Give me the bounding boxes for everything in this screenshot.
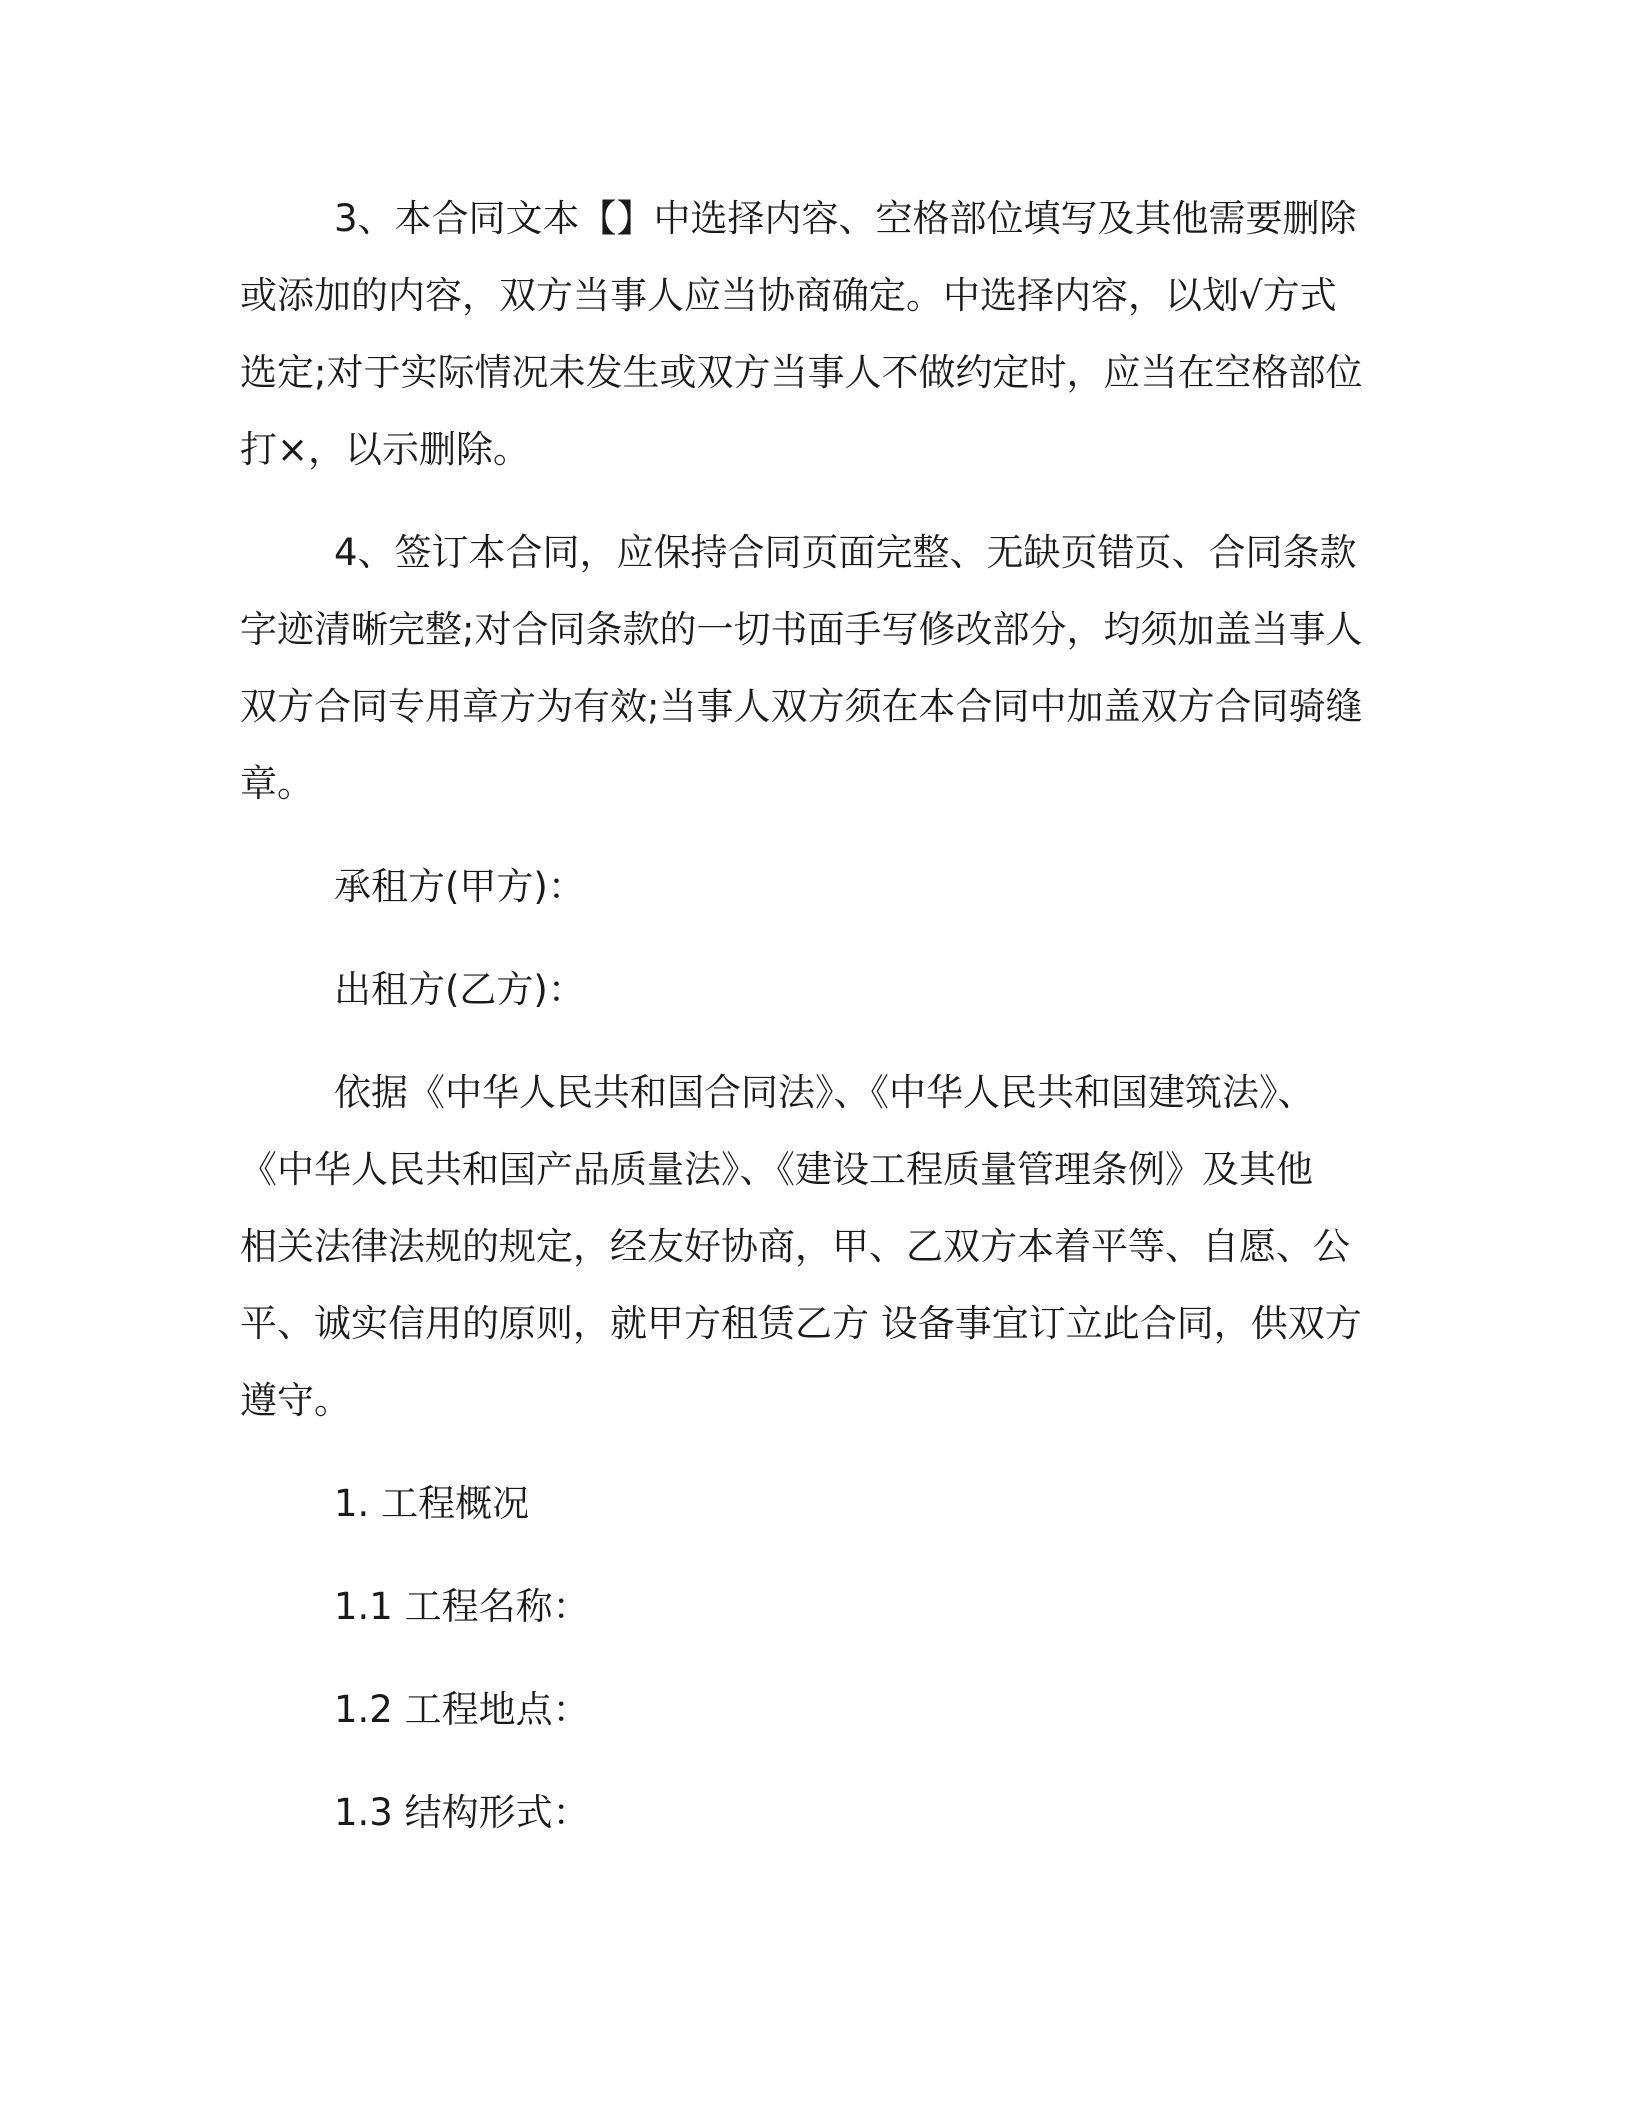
paragraph-line: 3、本合同文本【】中选择内容、空格部位填写及其他需要删除	[334, 197, 1357, 240]
lessor-label: 出租方(乙方)：	[334, 968, 585, 1011]
paragraph-line: 字迹清晰完整;对合同条款的一切书面手写修改部分，均须加盖当事人	[240, 608, 1363, 651]
document-page	[240, 180, 1380, 1877]
section-heading-project-overview: 1. 工程概况	[334, 1482, 530, 1525]
paragraph-line: 或添加的内容，双方当事人应当协商确定。中选择内容，以划√方式	[240, 274, 1337, 317]
lessee-label: 承租方(甲方)：	[334, 865, 585, 908]
paragraph-line: 依据《中华人民共和国合同法》、《中华人民共和国建筑法》、	[334, 1071, 1315, 1114]
paragraph-clause-3	[240, 180, 1380, 488]
paragraph-line: 相关法律法规的规定，经友好协商，甲、乙双方本着平等、自愿、公	[240, 1225, 1350, 1268]
item-structure-form: 1.3 结构形式：	[334, 1791, 590, 1834]
paragraph-line: 遵守。	[240, 1379, 351, 1422]
paragraph-line: 选定;对于实际情况未发生或双方当事人不做约定时，应当在空格部位	[240, 351, 1363, 394]
item-project-name: 1.1 工程名称：	[334, 1585, 590, 1628]
paragraph-line: 打×，以示删除。	[240, 428, 531, 471]
paragraph-line: 4、签订本合同，应保持合同页面完整、无缺页错页、合同条款	[334, 531, 1357, 574]
paragraph-line: 《中华人民共和国产品质量法》、《建设工程质量管理条例》及其他	[240, 1148, 1313, 1191]
paragraph-line: 平、诚实信用的原则，就甲方租赁乙方 设备事宜订立此合同，供双方	[240, 1302, 1362, 1345]
paragraph-legal-basis	[240, 1054, 1380, 1439]
item-project-location: 1.2 工程地点：	[334, 1688, 590, 1731]
paragraph-clause-4	[240, 514, 1380, 822]
paragraph-line: 双方合同专用章方为有效;当事人双方须在本合同中加盖双方合同骑缝	[240, 685, 1363, 728]
paragraph-line: 章。	[240, 762, 314, 805]
